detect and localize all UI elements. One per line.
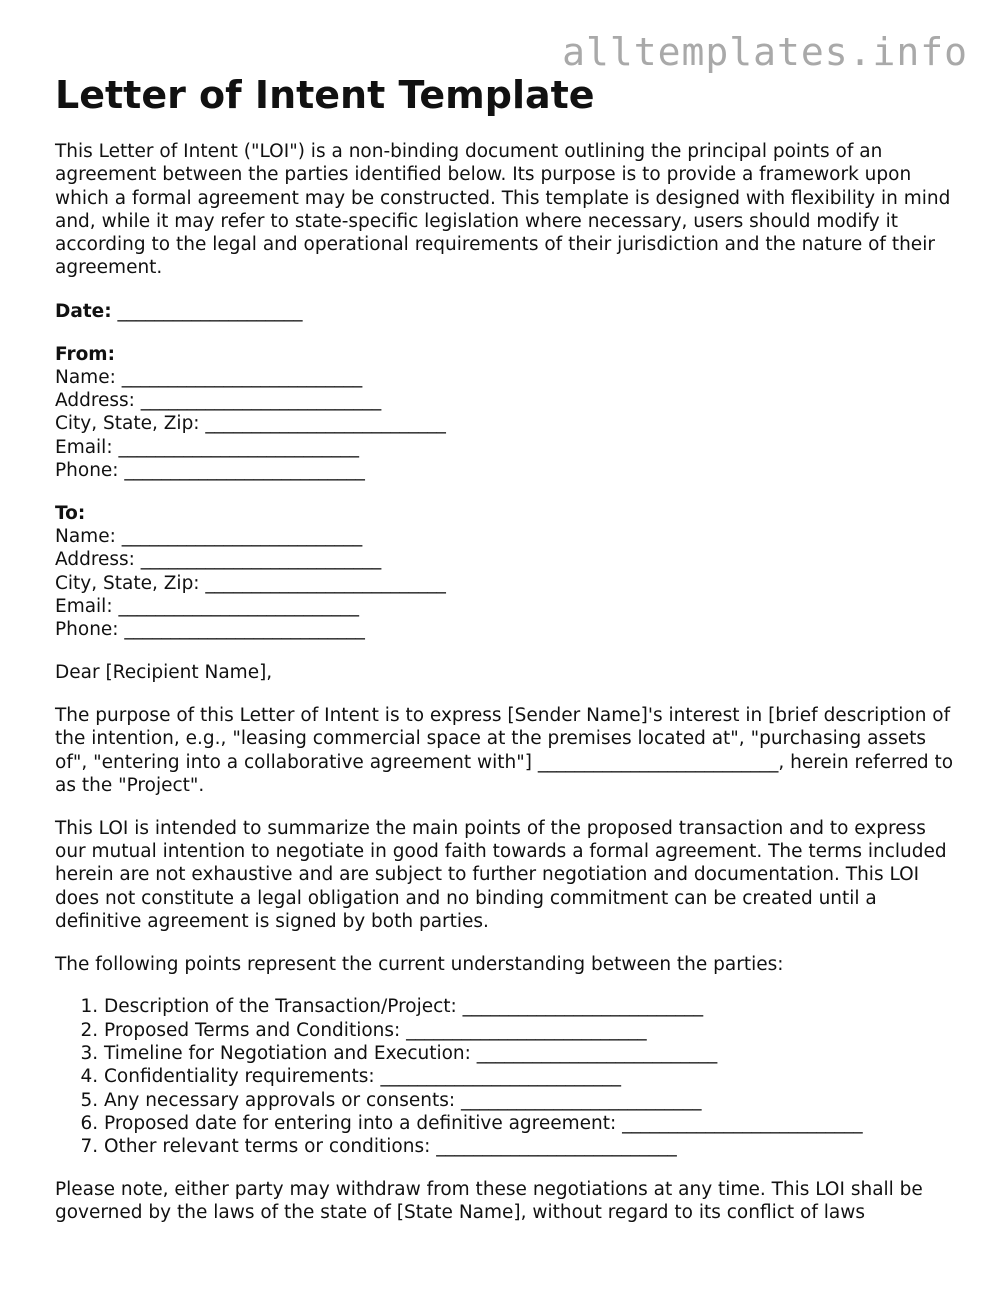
purpose-paragraph: The purpose of this Letter of Intent is to express [Sender Name]'s interest in [brief description of the intention, e.g., "leasing commercial space at the premises located at", "purchasing assets of", "entering into a collaborative agreement with"] __________________________, herein referred to as the "Project". xyxy=(55,704,954,796)
points-list xyxy=(55,995,955,1158)
closing-paragraph: Please note, either party may withdraw from these negotiations at any time. This LOI shall be governed by the laws of the state of [State Name], without regard to its conflict of laws xyxy=(55,1178,923,1224)
from-address-field: Address: __________________________ xyxy=(55,390,382,412)
to-section xyxy=(55,502,955,642)
summary-paragraph: This LOI is intended to summarize the main points of the proposed transaction and to express our mutual intention to negotiate in good faith towards a formal agreement. The terms included herein are not exhaustive and are subject to further negotiation and documentation. This LOI does not constitute a legal obligation and no binding commitment can be created until a definitive agreement is signed by both parties. xyxy=(55,817,947,932)
from-section xyxy=(55,343,955,483)
list-item: 2. Proposed Terms and Conditions: __________________________ xyxy=(104,1019,955,1042)
date-label: Date: xyxy=(55,300,112,322)
to-address-field: Address: __________________________ xyxy=(55,549,382,571)
from-heading: From: xyxy=(55,343,115,365)
list-item: 6. Proposed date for entering into a definitive agreement: __________________________ xyxy=(104,1112,955,1135)
document-page xyxy=(55,72,955,1244)
salutation: Dear [Recipient Name], xyxy=(55,662,273,684)
list-item: 5. Any necessary approvals or consents: __________________________ xyxy=(104,1089,955,1112)
to-heading: To: xyxy=(55,502,86,524)
from-city-state-zip-field: City, State, Zip: __________________________ xyxy=(55,413,446,435)
from-phone-field: Phone: __________________________ xyxy=(55,460,365,482)
watermark-text: alltemplates.info xyxy=(562,30,968,74)
points-intro: The following points represent the current understanding between the parties: xyxy=(55,953,784,975)
to-email-field: Email: __________________________ xyxy=(55,596,359,618)
from-email-field: Email: __________________________ xyxy=(55,436,359,458)
intro-paragraph: This Letter of Intent ("LOI") is a non-binding document outlining the principal points of an agreement between the parties identified below. Its purpose is to provide a framework upon which a formal agreement may be constructed. This template is designed with flexibility in mind and, while it may refer to state-specific legislation where necessary, users should modify it according to the legal and operational requirements of their jurisdiction and the nature of their agreement. xyxy=(55,141,951,279)
list-item: 1. Description of the Transaction/Project: __________________________ xyxy=(104,995,955,1018)
date-line xyxy=(55,300,955,323)
from-name-field: Name: __________________________ xyxy=(55,366,363,388)
to-phone-field: Phone: __________________________ xyxy=(55,619,365,641)
list-item: 4. Confidentiality requirements: __________________________ xyxy=(104,1065,955,1088)
to-city-state-zip-field: City, State, Zip: __________________________ xyxy=(55,572,446,594)
date-blank: ____________________ xyxy=(117,300,303,322)
list-item: 3. Timeline for Negotiation and Execution: __________________________ xyxy=(104,1042,955,1065)
document-title: Letter of Intent Template xyxy=(55,73,595,117)
to-name-field: Name: __________________________ xyxy=(55,526,363,548)
list-item: 7. Other relevant terms or conditions: __________________________ xyxy=(104,1135,955,1158)
